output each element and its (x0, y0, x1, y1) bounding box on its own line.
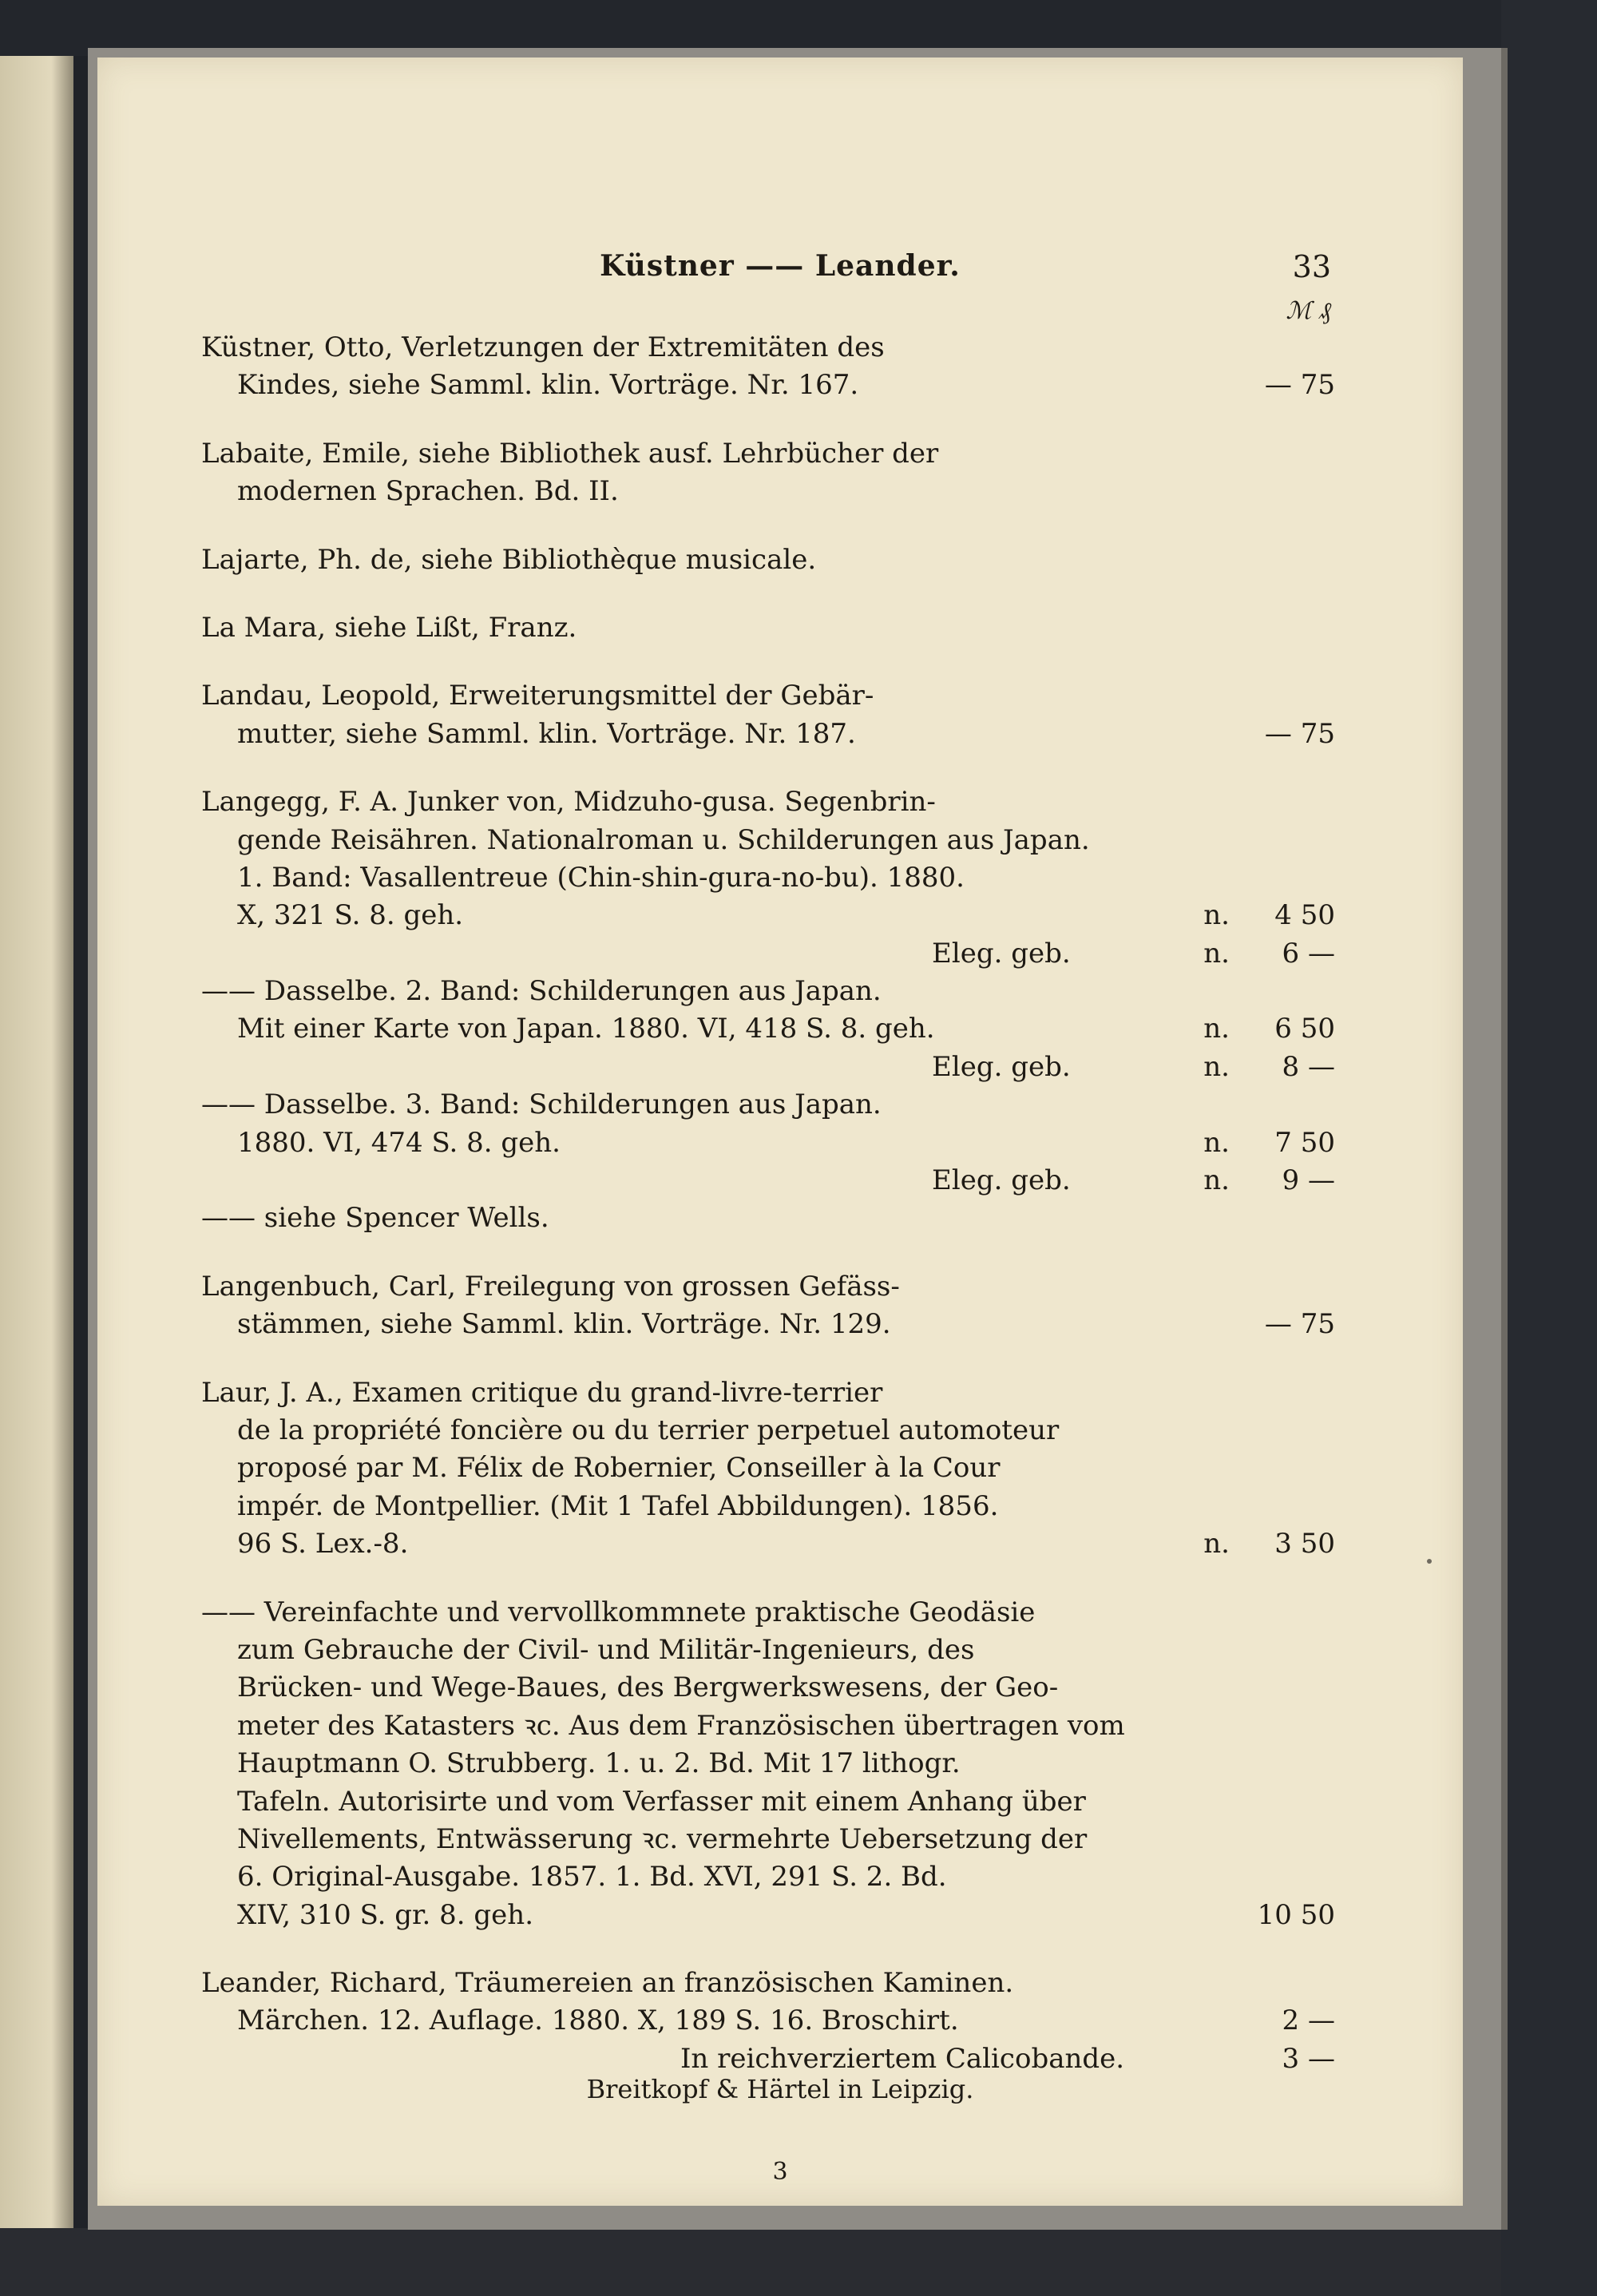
entry-line: X, 321 S. 8. geh. (237, 899, 464, 932)
price: 6 50 (1274, 1013, 1335, 1045)
net-marker: n. (1203, 1164, 1230, 1197)
price: 7 50 (1274, 1126, 1335, 1159)
entry-line: Laur, J. A., Examen critique du grand-livre-terrier (201, 1376, 883, 1409)
entry-la-mara (201, 609, 1335, 647)
entry-laur (201, 1374, 1335, 1564)
entry-line: —— Dasselbe. 3. Band: Schilderungen aus Japan. (201, 1089, 882, 1121)
entry-labaite (201, 435, 1335, 511)
net-marker: n. (1203, 899, 1230, 932)
entry-line: —— siehe Spencer Wells. (201, 1202, 549, 1235)
entry-line: Eleg. geb. (932, 1164, 1071, 1197)
entry-line: Nivellements, Entwässerung ꝛc. vermehrte Uebersetzung der (237, 1822, 1088, 1855)
entry-line: proposé par M. Félix de Robernier, Conseiller à la Cour (237, 1452, 1001, 1485)
entry-landau (201, 677, 1335, 753)
entry-lajarte (201, 541, 1335, 579)
net-marker: n. (1203, 1126, 1230, 1159)
entry-line: Leander, Richard, Träumereien an französischen Kaminen. (201, 1967, 1014, 2000)
page-number: 33 (1292, 249, 1331, 284)
entry-line: Märchen. 12. Auflage. 1880. X, 189 S. 16. Broschirt. (237, 2005, 959, 2037)
entry-line: 1880. VI, 474 S. 8. geh. (237, 1126, 561, 1159)
catalog-entries (201, 329, 1335, 2108)
entry-line: —— Dasselbe. 2. Band: Schilderungen aus Japan. (201, 975, 882, 1008)
entry-line: impér. de Montpellier. (Mit 1 Tafel Abbildungen). 1856. (237, 1489, 999, 1522)
price: 3 — (1282, 2042, 1335, 2075)
currency-heading: ℳ ₰ (1286, 297, 1331, 325)
price: 4 50 (1274, 899, 1335, 932)
price: 6 — (1282, 937, 1335, 970)
net-marker: n. (1203, 1013, 1230, 1045)
running-header (97, 241, 1463, 289)
price: 2 — (1282, 2005, 1335, 2037)
entry-line: de la propriété foncière ou du terrier perpetuel automoteur (237, 1414, 1060, 1446)
price: — 75 (1264, 369, 1335, 402)
entry-line: 1. Band: Vasallentreue (Chin-shin-gura-no-bu). 1880. (237, 861, 965, 894)
entry-line: —— Vereinfachte und vervollkommnete praktische Geodäsie (201, 1596, 1036, 1628)
entry-line: Kindes, siehe Samml. klin. Vorträge. Nr. 167. (237, 369, 859, 402)
signature-mark: 3 (772, 2158, 788, 2186)
entry-line: zum Gebrauche der Civil- und Militär-Ingenieurs, des (237, 1633, 975, 1666)
price: 8 — (1282, 1050, 1335, 1083)
net-marker: n. (1203, 1050, 1230, 1083)
net-marker: n. (1203, 937, 1230, 970)
entry-leander (201, 1965, 1335, 2078)
entry-langegg (201, 783, 1335, 1238)
entry-line: Lajarte, Ph. de, siehe Bibliothèque musicale. (201, 543, 817, 576)
price: — 75 (1264, 1308, 1335, 1341)
entry-line: Hauptmann O. Strubberg. 1. u. 2. Bd. Mit 17 lithogr. (237, 1747, 961, 1780)
entry-line: Eleg. geb. (932, 937, 1071, 970)
entry-line: 96 S. Lex.-8. (237, 1528, 409, 1560)
entry-line: Labaite, Emile, siehe Bibliothek ausf. Lehrbücher der (201, 437, 939, 470)
entry-line: Tafeln. Autorisirte und vom Verfasser mit einem Anhang über (237, 1785, 1086, 1818)
net-marker: n. (1203, 1528, 1230, 1560)
entry-langenbuch (201, 1268, 1335, 1344)
entry-line: Landau, Leopold, Erweiterungsmittel der Gebär- (201, 680, 874, 712)
entry-line: Küstner, Otto, Verletzungen der Extremitäten des (201, 331, 885, 363)
entry-line: Langenbuch, Carl, Freilegung von grossen Gefäss- (201, 1270, 900, 1303)
entry-line: La Mara, siehe Lißt, Franz. (201, 611, 577, 644)
entry-laur-geodaesie (201, 1594, 1335, 1935)
entry-line: stämmen, siehe Samml. klin. Vorträge. Nr. 129. (237, 1308, 891, 1341)
price: 3 50 (1274, 1528, 1335, 1560)
background-cloth-bottom (0, 2228, 1597, 2296)
entry-line: Langegg, F. A. Junker von, Midzuho-gusa. Segenbrin- (201, 786, 936, 819)
header-title: Küstner —— Leander. (600, 249, 961, 283)
background-cloth-right (1501, 0, 1597, 2296)
entry-line: Eleg. geb. (932, 1050, 1071, 1083)
entry-line: XIV, 310 S. gr. 8. geh. (237, 1898, 533, 1931)
entry-line: In reichverziertem Calicobande. (680, 2042, 1125, 2075)
page-speck (1427, 1559, 1432, 1564)
previous-page-edge (0, 56, 73, 2228)
entry-line: meter des Katasters ꝛc. Aus dem Französischen übertragen vom (237, 1709, 1125, 1742)
entry-line: gende Reisähren. Nationalroman u. Schilderungen aus Japan. (237, 823, 1090, 856)
price: 10 50 (1257, 1898, 1335, 1931)
entry-kuestner (201, 329, 1335, 405)
entry-line: Mit einer Karte von Japan. 1880. VI, 418 S. 8. geh. (237, 1013, 935, 1045)
price: — 75 (1264, 717, 1335, 750)
book-page (97, 57, 1463, 2206)
entry-line: 6. Original-Ausgabe. 1857. 1. Bd. XVI, 291 S. 2. Bd. (237, 1861, 947, 1894)
entry-line: Brücken- und Wege-Baues, des Bergwerkswesens, der Geo- (237, 1671, 1059, 1704)
publisher-footer: Breitkopf & Härtel in Leipzig. (586, 2074, 974, 2104)
entry-line: mutter, siehe Samml. klin. Vorträge. Nr. 187. (237, 717, 856, 750)
price: 9 — (1282, 1164, 1335, 1197)
entry-line: modernen Sprachen. Bd. II. (237, 475, 619, 508)
